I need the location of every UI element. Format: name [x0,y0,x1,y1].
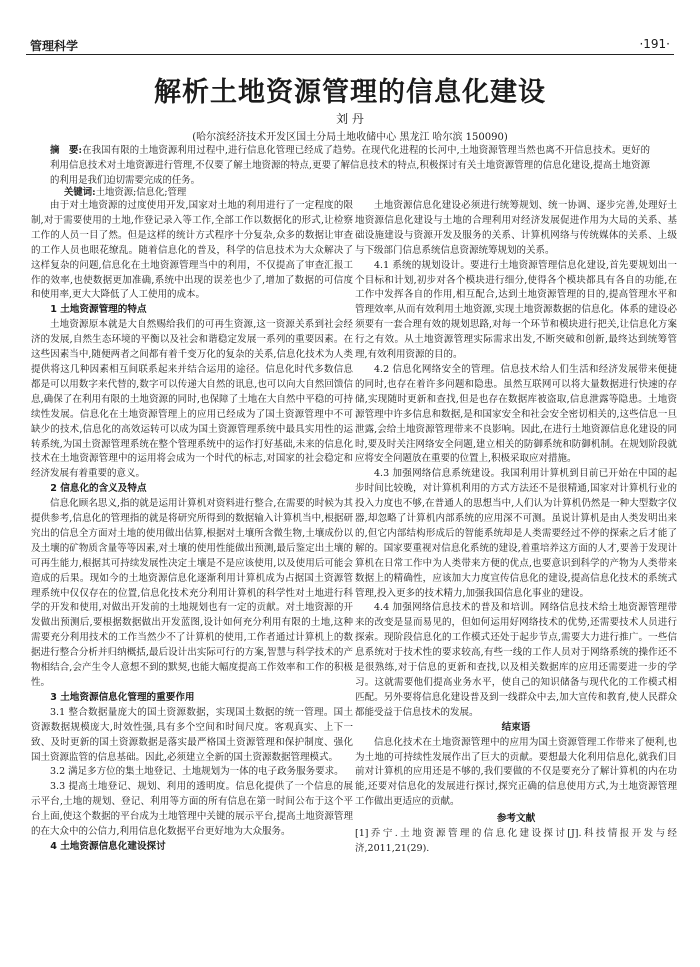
body-paragraph: 土地资源原本就是大自然赐给我们的可再生资源,这一资源关系到社会经济的发展,自然生态环境的平衡以及社会和谐稳定发展一系列的重要因素。在这些因素当中,随便两者之间都有着千变万化的复杂的关系,信息化技术为人类提供将这几种因素相互间联系起来并结合运用的途径。信息化时代多数信息都是可以用数字来代替的,数字可以传递大自然的讯息,也可以向大自然回馈信息,确保了在利用有限的土地资源的同时,也保障了土地在大自然中平稳的可持续性发展。信息化在土地资源管理上的应用已经成为了国土资源管理中不可缺少的技术,信息化的高效运转可以成为国土资源管理系统中最具实用性的运转系统,为国土资源管理系统在整个管理系统中的运作打好基础,未来的信息化技术在土地资源管理中的运用将会成为一个时代的标志,对国家的社会稳定和经济发展有着重要的意义。 [31,319,353,480]
body-paragraph: 4.2 信息化网络安全的管理。信息技术给人们生活和经济发展带来便捷的同时,也存在着许多问题和隐患。虽然互联网可以将大量数据进行快速的存储,实现随时更新和查找,但是也存在数据库被盗取,信息泄露等隐患。土地资源管理中许多信息和数据,是和国家安全和社会安全密切相关的,这些信息一旦泄露,会给土地资源管理带来不良影响。因此,在进行土地资源信息化建设的同时,要及时关注网络安全问题,建立相关的防御系统和防御机制。在规划阶段就应将安全问题放在重要的位置上,积极采取应对措施。 [355,363,677,465]
reference-item: [1]乔宁.土地资源管理的信息化建设探讨[J].科技情报开发与经济,2011,21(29). [355,828,677,854]
conclusion-heading: 结束语 [501,721,531,733]
keywords [64,184,186,198]
section-heading: 1 土地资源管理的特点 [50,304,147,316]
running-header [26,34,674,55]
abstract-text: 在我国有限的土地资源利用过程中,进行信息化管理已经成了趋势。在现代化进程的长河中,土地资源管理当然也离不开信息技术。更好的利用信息技术对土地资源进行管理,不仅要了解土地资源的特点,更要了解信息技术的特点,积极探讨有关土地资源管理的信息化建设,提高土地资源的利用是我们迫切需要完成的任务。 [50,145,650,186]
references-heading: 参考文献 [496,813,536,825]
body-paragraph: 信息化顾名思义,指的就是运用计算机对资料进行整合,在需要的时候为其提供参考,信息化的管理指的就是将研究所得到的数据输入计算机当中,根据研究出的信息全方面对土地的使用做出估算,根据对土壤所含微生物,土壤成份以及土壤的矿物质含量等等因素,对土壤的使用性能做出预测,最后鉴定出土壤的可再生能力,根据其可持续发展性决定土壤是不是应该使用,以及使用后可能会造成的后果。现如今的土地资源信息化逐渐利用计算机成为占据国土资源管理系统中仅仅存在的位置,信息化技术充分利用计算机的科学性对土地进行科学的开发和使用,对做出开发前的土地规划也有一定的贡献。对土地资源的开发做出预测后,要根据数据做出开发蓝图,设计如何充分利用有限的土地,这种需要充分利用技术的工作当然少不了计算机的使用,工作者通过计算机上的数据进行整合分析并归纳概括,最后设计出实际可行的方案,智慧与科学技术的产物相结合,会产生令人意想不到的默契,也能大幅度提高工作效率和工作的积极性。 [31,498,353,688]
body-paragraph: 4.1 系统的规划设计。要进行土地资源管理信息化建设,首先要规划出一个目标和计划,初步对各个模块进行细分,使得各个模块都具有各自的功能,在工作中发挥各自的作用,相互配合,达到土地资源管理的目的,提高管理水平和管理效率,从而有效利用土地资源,实现土地资源数据的信息化。体系的建设必须要有一套合理有效的规划思路,对每一个环节和模块进行把关,让信息化方案行之有效。从土地资源管理实际需求出发,不断突破和创新,最终达到统筹管理,有效利用资源的目的。 [355,259,677,361]
section-heading: 2 信息化的含义及特点 [50,483,147,495]
body-paragraph: 信息化技术在土地资源管理中的应用为国土资源管理工作带来了便利,也为土地的可持续性发展作出了巨大的贡献。要想最大化利用信息化,就我们目前对计算机的应用还是不够的,我们要做的不仅是要充分了解计算机的内在功能,还要对信息化的发展进行探讨,探究正确的信息使用方式,为土地资源管理工作做出更适应的贡献。 [355,736,677,808]
article-title: 解析土地资源管理的信息化建设 [154,77,546,108]
body-paragraph: 3.2 满足多方位的集土地登记、土地规划为一体的电子政务服务要求。 [50,766,344,778]
body-paragraph: 3.1 整合数据量庞大的国土资源数据，实现国土数据的统一管理。国土资源数据规模庞大,时效性强,具有多个空间和时间尺度。客观真实、上下一致、及时更新的国土资源数据是落实最严格国土资源管理和保护制度、强化国土资源监管的信息基础。因此,必须建立全新的国土资源数据管理模式。 [31,706,353,763]
article-affiliation: (哈尔滨经济技术开发区国土分局土地收储中心 黑龙江 哈尔滨 150090) [192,132,508,143]
body-paragraph: 由于对土地资源的过度使用开发,国家对土地的利用进行了一定程度的限制,对于需要使用的土地,作登记录入等工作,全部工作以数据化的形式,让检察工作的人员一目了然。但是这样的统计方式程序十分复杂,众多的数据让审查的工作人员也眼花缭乱。随着信息化的普及，科学的信息技术为大众解决了这样复杂的问题,信息化在土地资源管理当中的利用，不仅提高了审查汇报工作的效率,也使数据更加准确,系统中出现的误差也少了,增加了数据的可信度和使用率,更大大降低了人工使用的成本。 [31,200,353,301]
abstract-label: 摘 要: [50,145,83,156]
right-column [355,199,677,857]
body-paragraph: 3.3 提高土地登记、规划、利用的透明度。信息化提供了一个信息的展示平台,土地的规划、登记、利用等方面的所有信息在第一时间公布于这个平台上面,使这个数据的平台成为土地管理中关键的展示平台,提高土地资源管理的在大众中的公信力,利用信息化数据平台更好地为大众服务。 [31,781,353,838]
keywords-text: 土地资源;信息化;管理 [95,187,187,198]
section-heading: 4 土地资源信息化建设探讨 [50,840,166,852]
body-paragraph: 4.3 加强网络信息系统建设。我国利用计算机到目前已开始在中国的起步时间比较晚，对计算机利用的方式方法还不是很精通,国家对计算机行业的投入力度也不够,在普通人的思想当中,人们认为计算机仍然是一种大型数字仪器,却忽略了计算机内部系统的应用深不可测。虽说计算机是由人类发明出来的,但它内部结构形成后的智能系统却是人类需要经过不停的探索之后才能了解的。国家要重视对信息化系统的建设,着重培养这方面的人才,要善于发现计算机在日常工作中为人类带来方便的优点,也要意识到科学的产物为人类带来数据上的精确性，应该加大力度宣传信息化的建设,提高信息化技术的系统式管理,投入更多的技术精力,加强我国信息化事业的建设。 [355,468,677,599]
abstract [50,143,650,188]
body-paragraph: 4.4 加强网络信息技术的普及和培训。网络信息技术给土地资源管理带来的改变是显而易见的，但如何运用好网络技术的优势,还需要技术人员进行探索。现阶段信息化的工作模式还处于起步节点,需要大力进行推广。一些信息系统对于技术性的要求较高,有些一线的工作人员对于网络系统的操作还不是很熟练,对于信息的更新和查找,以及相关数据库的应用还需要进一步的学习。这就需要他们提高业务水平，使自己的知识储备与现代化的工作模式相匹配。另外要将信息化建设普及到一线群众中去,加大宣传和教育,使人民群众都能受益于信息技术的发展。 [355,602,677,718]
left-column [31,199,353,855]
section-heading: 3 土地资源信息化管理的重要作用 [50,691,195,703]
page-number: ·191· [639,37,670,51]
journal-name: 管理科学 [30,39,79,53]
body-paragraph: 土地资源信息化建设必须进行统筹规划、统一协调、逐步完善,处理好土地资源信息化建设与土地的合理利用对经济发展促进作用为大局的关系、基础设施建设与资源开发及服务的关系、计算机网络与传统媒体的关系、上级与下级部门信息系统信息资源统筹规划的关系。 [355,200,677,256]
keywords-label: 关键词: [64,187,96,198]
article-author: 刘 丹 [336,112,364,126]
